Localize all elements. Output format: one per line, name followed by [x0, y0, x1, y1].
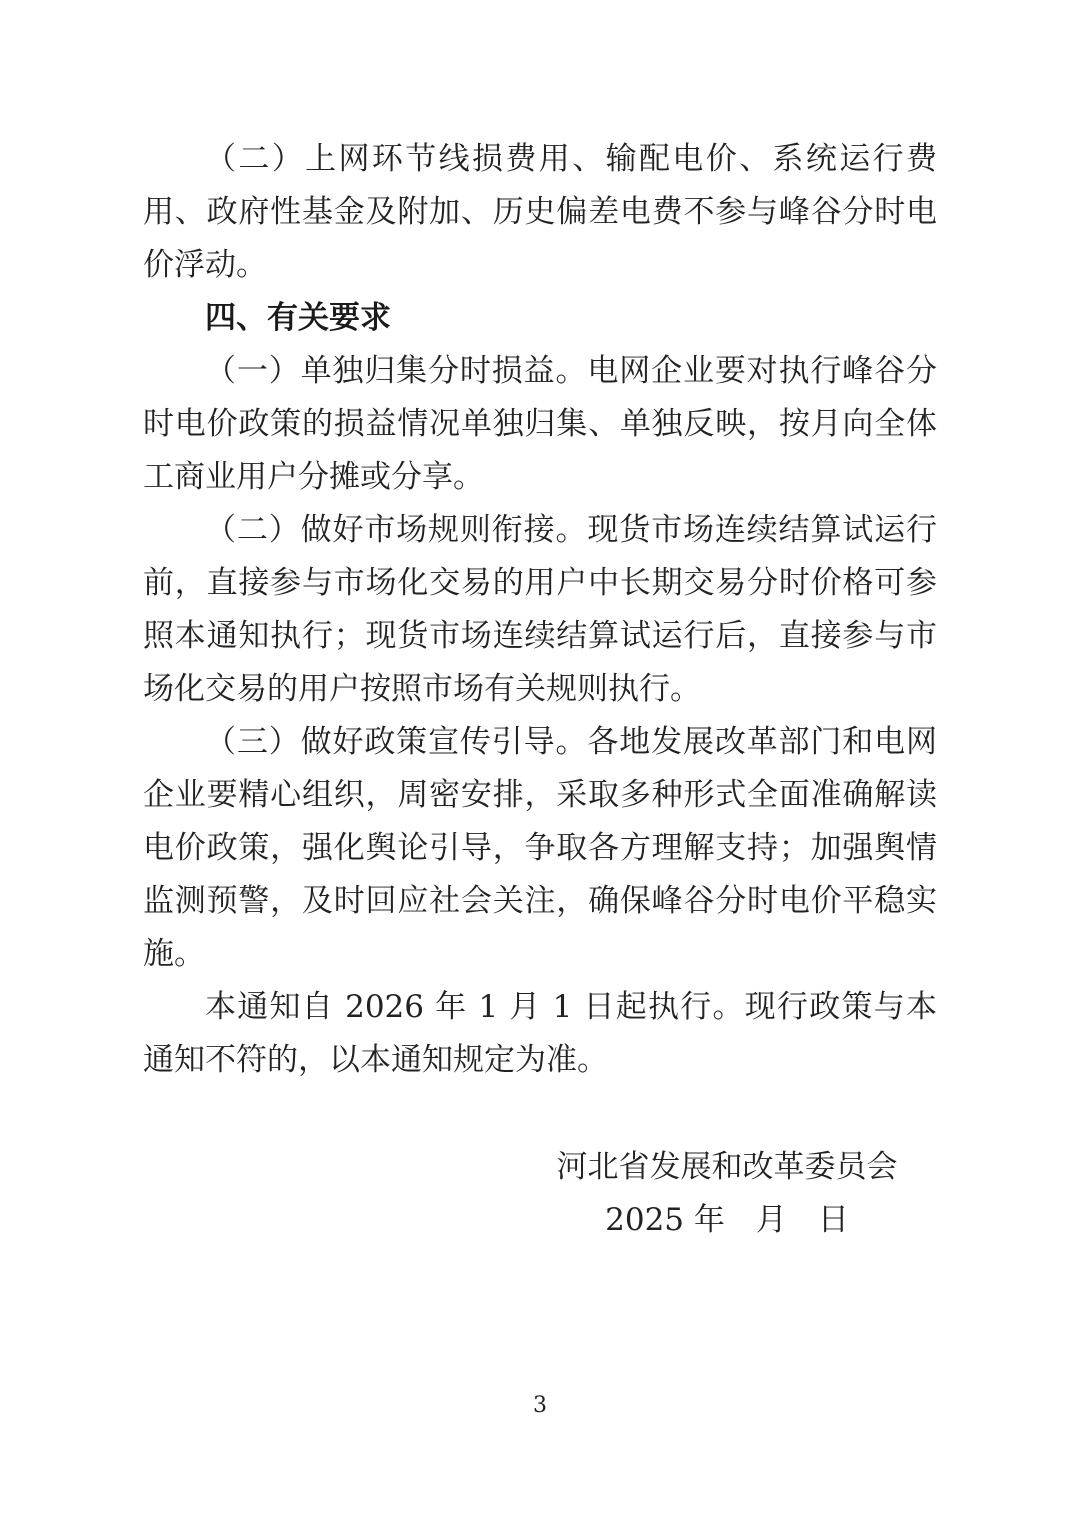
paragraph-item-2: （二）做好市场规则衔接。现货市场连续结算试运行前，直接参与市场化交易的用户中长期交易分时价格可参照本通知执行；现货市场连续结算试运行后，直接参与市场化交易的用户按照市场有关规则执行。 [143, 512, 937, 707]
document-body [143, 133, 937, 1247]
paragraph-item-1: （一）单独归集分时损益。电网企业要对执行峰谷分时电价政策的损益情况单独归集、单独反映，按月向全体工商业用户分摊或分享。 [143, 353, 937, 495]
paragraph-item-3: （三）做好政策宣传引导。各地发展改革部门和电网企业要精心组织，周密安排，采取多种形式全面准确解读电价政策，强化舆论引导，争取各方理解支持；加强舆情监测预警，及时回应社会关注，确保峰谷分时电价平稳实施。 [143, 724, 937, 972]
signature-block [517, 1141, 937, 1247]
section-heading-requirements: 四、有关要求 [205, 300, 391, 336]
signature-date: 2025 年 月 日 [605, 1202, 849, 1238]
paragraph-grid-fees: （二）上网环节线损费用、输配电价、系统运行费用、政府性基金及附加、历史偏差电费不参与峰谷分时电价浮动。 [143, 141, 937, 283]
signature-organization: 河北省发展和改革委员会 [556, 1149, 898, 1185]
paragraph-effective-date: 本通知自 2026 年 1 月 1 日起执行。现行政策与本通知不符的，以本通知规定为准。 [143, 989, 937, 1078]
page-number: 3 [533, 1393, 547, 1418]
